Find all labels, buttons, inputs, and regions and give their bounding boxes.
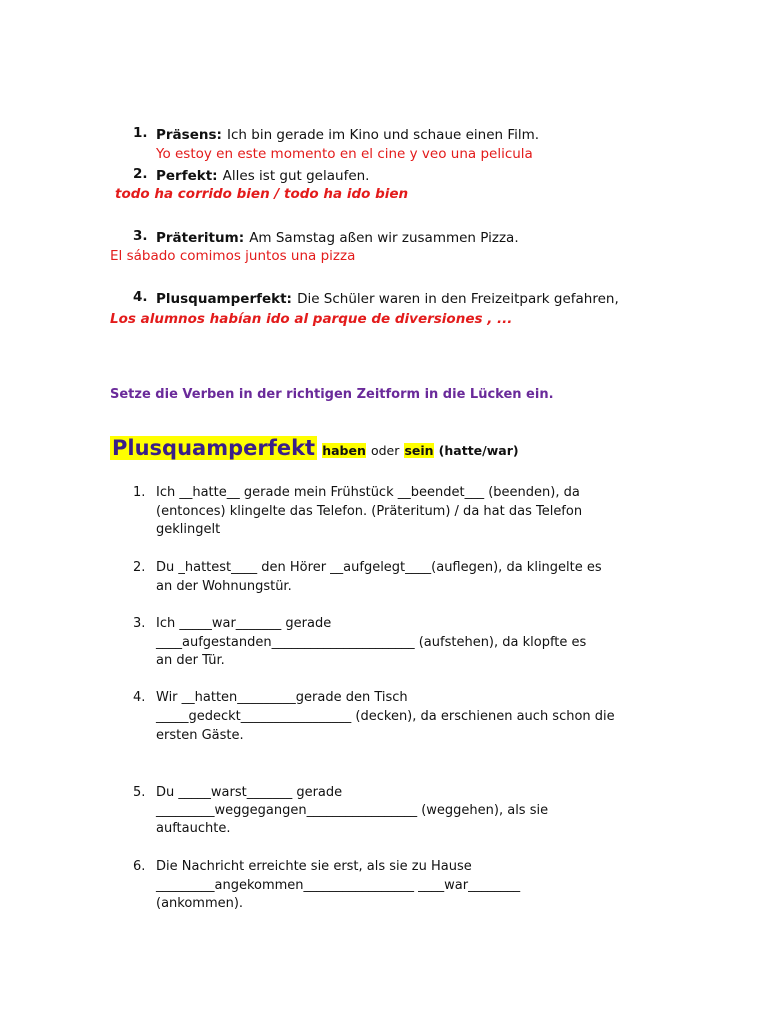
list-item <box>156 227 519 246</box>
exercise-line: Die Nachricht erreichte sie erst, als sie zu Hause <box>156 859 472 874</box>
exercise-number: 1. <box>133 485 146 500</box>
tense-term: Präsens: <box>156 127 222 143</box>
exercise-line: Wir __hatten_________gerade den Tisch <box>156 690 408 705</box>
exercise-number: 5. <box>133 785 146 800</box>
exercise-number: 2. <box>133 560 146 575</box>
exercise-line: an der Wohnungstür. <box>156 579 292 594</box>
tense-translation: todo ha corrido bien / todo ha ido bien <box>115 186 409 202</box>
section-title: Plusquamperfekt <box>112 436 316 460</box>
section-heading <box>110 436 519 460</box>
list-item <box>156 288 619 307</box>
tense-sentence: Alles ist gut gelaufen. <box>222 168 370 184</box>
hint-label: (hatte/war) <box>438 443 519 458</box>
tense-translation: El sábado comimos juntos una pizza <box>110 248 356 264</box>
exercise-line: Ich __hatte__ gerade mein Frühstück __beendet___ (beenden), da <box>156 485 580 500</box>
exercise-line: geklingelt <box>156 522 221 537</box>
haben-label: haben <box>322 443 366 458</box>
tense-term: Präteritum: <box>156 230 245 246</box>
sein-label: sein <box>404 443 434 458</box>
tense-sentence: Am Samstag aßen wir zusammen Pizza. <box>249 230 519 246</box>
tense-translation: Los alumnos habían ido al parque de diversiones , ... <box>110 311 513 327</box>
exercise-number: 3. <box>133 616 146 631</box>
tense-term: Plusquamperfekt: <box>156 291 292 307</box>
exercise-line: _________weggegangen_________________ (weggehen), als sie <box>156 803 549 818</box>
tense-sentence: Ich bin gerade im Kino und schaue einen Film. <box>227 127 540 143</box>
exercise-line: Ich _____war_______ gerade <box>156 616 332 631</box>
list-number: 3. <box>133 228 148 244</box>
tense-sentence: Die Schüler waren in den Freizeitpark gefahren, <box>297 291 619 307</box>
oder-label: oder <box>370 443 400 458</box>
exercise-number: 4. <box>133 690 146 705</box>
exercise-line: _________angekommen_________________ ____war________ <box>156 878 521 893</box>
exercise-line: Du _hattest____ den Hörer __aufgelegt____(auflegen), da klingelte es <box>156 560 602 575</box>
list-number: 2. <box>133 166 148 182</box>
tense-term: Perfekt: <box>156 168 218 184</box>
list-number: 1. <box>133 125 148 141</box>
exercise-line: (ankommen). <box>156 896 244 911</box>
exercise-line: Du _____warst_______ gerade <box>156 785 343 800</box>
instruction-text: Setze die Verben in der richtigen Zeitform in die Lücken ein. <box>110 387 554 402</box>
exercise-line: ersten Gäste. <box>156 728 244 743</box>
exercise-line: _____gedeckt_________________ (decken), da erschienen auch schon die <box>156 709 615 724</box>
exercise-line: auftauchte. <box>156 821 231 836</box>
exercise-number: 6. <box>133 859 146 874</box>
exercise-line: ____aufgestanden______________________ (aufstehen), da klopfte es <box>156 635 587 650</box>
exercise-line: an der Tür. <box>156 653 225 668</box>
tense-translation: Yo estoy en este momento en el cine y veo una pelicula <box>156 146 533 162</box>
list-item <box>156 165 369 184</box>
list-number: 4. <box>133 289 148 305</box>
exercise-line: (entonces) klingelte das Telefon. (Präteritum) / da hat das Telefon <box>156 504 583 519</box>
list-item <box>156 124 539 143</box>
